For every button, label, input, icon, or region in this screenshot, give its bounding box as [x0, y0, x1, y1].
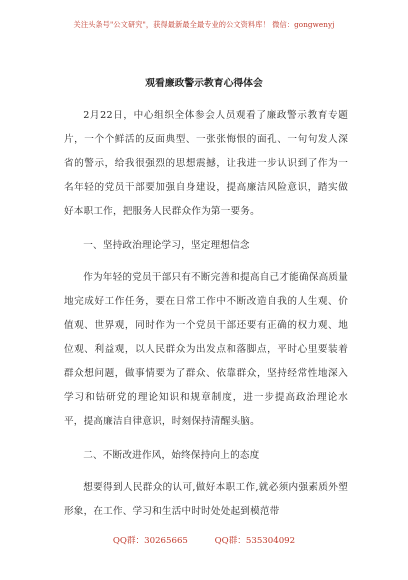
document-title: 观看廉政警示教育心得体会: [145, 78, 263, 89]
section-1-paragraph: 作为年轻的党员干部只有不断完善和提高自己才能确保高质量地完成好工作任务，要在日常工作中不断改造自我的人生观、价值观、世界观，同时作为一个党员干部还要有正确的权力观、地位观、利益观，以人民群众为出发点和落脚点，平时心里要装着群众想问题，做事情要为了群众、依靠群众，坚持经常性地深入学习和钻研党的理论知识和规章制度，进一步提高政治理论水平，提高廉洁自律意识，时刻保持清醒头脑。: [64, 272, 348, 427]
intro-paragraph: 2月22日，中心组织全体参会人员观看了廉政警示教育专题片，一个个鲜活的反面典型、一张张悔恨的面孔、一句句发人深省的警示，给我很强烈的思想震撼，让我进一步认识到了作为一名年轻的党员干部要加强自身建设，提高廉洁风险意识，踏实做好本职工作，把服务人民群众作为第一要务。: [64, 110, 348, 217]
section-1-heading: 一、坚持政治理论学习，坚定理想信念: [83, 240, 250, 251]
footer-qq-group-2: QQ群：535304092: [214, 536, 296, 546]
footer-qq-group-1: QQ群：30265665: [112, 536, 188, 546]
section-2-paragraph: 想要得到人民群众的认可,做好本职工作,就必须内强素质外塑形象，在工作、学习和生活中时时处处起到模范带: [64, 482, 348, 517]
section-2-heading: 二、不断改进作风，始终保持向上的态度: [83, 450, 260, 461]
footer-contacts: [0, 534, 408, 546]
header-notice: 关注头条号"公文研究"，获得最新最全最专业的公文资料库！ 微信：gongwenyj: [73, 20, 335, 29]
document-body: [64, 104, 348, 524]
